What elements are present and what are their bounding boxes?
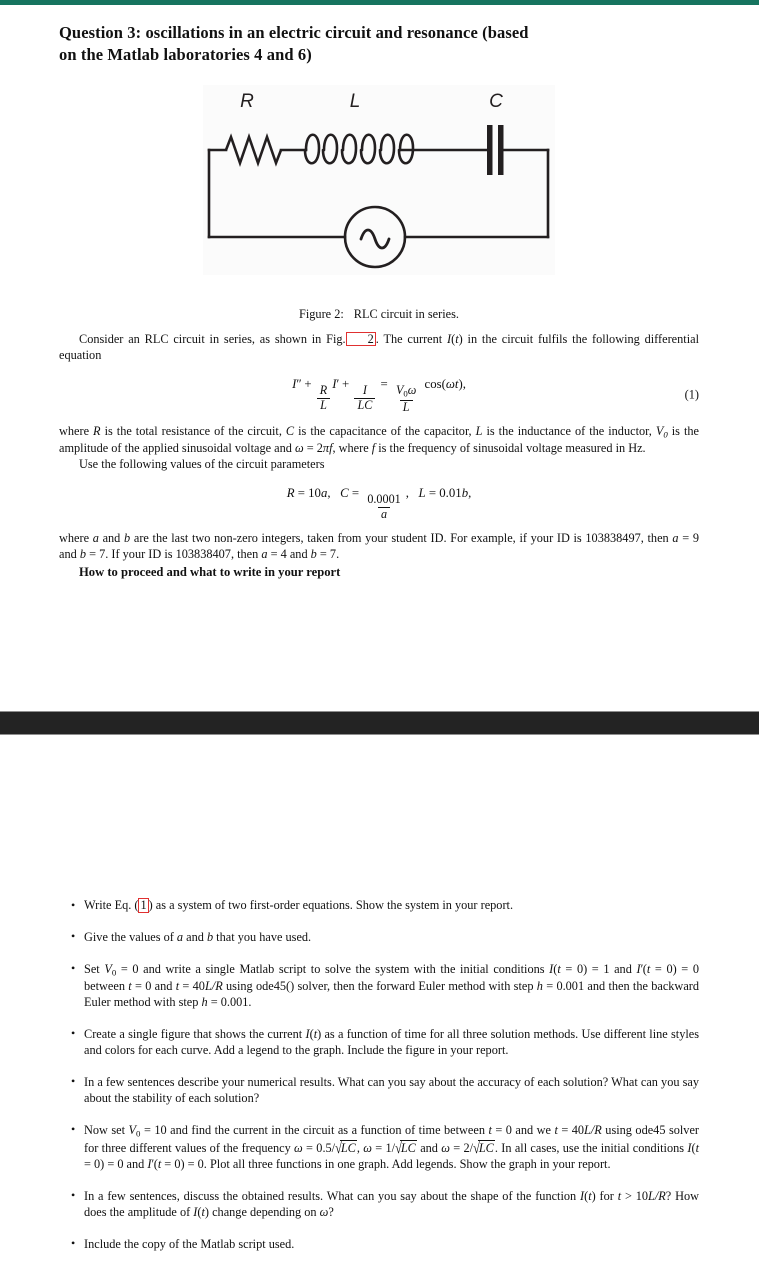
task-include-matlab-script: Include the copy of the Matlab script used. (84, 1236, 295, 1251)
omega-definition: ω (294, 440, 304, 455)
bullet-icon: • (71, 1188, 76, 1203)
intro-text-part3: in the circuit fulfils the following differential equation (59, 331, 699, 362)
page-content (0, 22, 759, 581)
value-a-2: 4 (280, 547, 287, 562)
page-title-line-1: Question 3: oscillations in an electric circuit and resonance (based (59, 23, 529, 42)
bullet-icon: • (71, 1236, 76, 1251)
bullet-icon: • (71, 961, 76, 976)
equation-1-body: I″ + $\frac{R}{L}$ I′ + $\frac{I}{LC}$ = $\frac{V_0\omega}{L}$ cos(ωt), (292, 376, 466, 414)
document-page-2 (0, 735, 759, 1253)
intro-text-part2: . The current (375, 331, 447, 346)
bullet-icon: • (71, 929, 76, 944)
figure-container (59, 85, 699, 275)
task-0-post: ) as a system of two first-order equations. Show the system in your report. (148, 898, 514, 912)
student-id-example-2: 103838407 (175, 547, 231, 562)
task-write-eq-system (84, 898, 513, 912)
where-part5: is the amplitude of the applied sinusoidal voltage and (59, 423, 700, 455)
use-values-paragraph: Use the following values of the circuit parameters (79, 456, 325, 471)
student-id-example-1: 103838497 (585, 531, 641, 546)
document-page-1 (0, 5, 759, 581)
figure-reference-link[interactable]: 2 (346, 332, 376, 347)
where-part4: is the inductance of the inductor, (482, 423, 656, 438)
equation-parameters-row (59, 486, 699, 521)
value-b-2: 7 (329, 547, 337, 562)
list-item (71, 897, 699, 914)
list-item (71, 961, 700, 1011)
label-resistor: R (240, 90, 254, 112)
task-list (0, 898, 759, 1253)
bullet-icon: • (71, 897, 76, 912)
list-item (71, 1026, 699, 1059)
page-title (59, 22, 699, 67)
value-a-1: 9 (692, 531, 699, 546)
intro-paragraph: Consider an RLC circuit in series, as shown in Fig. 2 . The current I(t) in the circuit fulfils the following differential equation (59, 331, 699, 362)
task-set-v0-ten-frequencies: Now set $V_0 = 10$ and find the current in the circuit as a function of time between t = 0 and we t = 40L/R using ode45 solver for three different values of the frequency ω = 0.5/√LC, ω = 1/√LC and ω = 2/√LC. In all cases, use the initial conditions I(t = 0) = 0 and I′(t = 0) = 0. Plot all three functions in one graph. Add legends. Show the graph in your report. (84, 1122, 700, 1171)
list-item (71, 1122, 700, 1173)
list-item (71, 1236, 699, 1253)
how-to-proceed-heading-wrap (59, 564, 699, 581)
bullet-icon: • (71, 1026, 76, 1041)
task-discuss-obtained-results: In a few sentences, discuss the obtained results. What can you say about the shape of the function I(t) for t > 10L/R? How does the amplitude of I(t) change depending on ω? (84, 1188, 699, 1219)
inline-math-current: I (447, 331, 452, 346)
list-item (71, 1074, 699, 1107)
task-give-values-ab: Give the values of a and b that you have used. (84, 929, 312, 944)
where-part6: , where (332, 440, 372, 455)
value-b-1: 7 (99, 547, 106, 562)
where-part3: is the capacitance of the capacitor, (294, 423, 476, 438)
task-set-v0-zero-script: Set $V_0 = 0$ and write a single Matlab script to solve the system with the initial conditions I(t = 0) = 1 and I′(t = 0) = 0 between t = 0 and t = 40L/R using ode45() solver, then the forward Euler method with step h = 0.001 and then the backward Euler method with step h = 0.001. (84, 961, 700, 1009)
symbol-C: C (285, 423, 295, 438)
where-part2: is the total resistance of the circuit, (100, 423, 286, 438)
how-to-proceed-heading: How to proceed and what to write in your report (79, 565, 341, 580)
label-capacitor: C (489, 90, 503, 112)
list-item (71, 929, 699, 946)
page-title-line-2: on the Matlab laboratories 4 and 6) (59, 45, 312, 65)
list-item (71, 1188, 699, 1221)
where-part7: is the frequency of sinusoidal voltage measured in Hz. (375, 440, 646, 455)
equation-parameters-body: R = 10a, C = $\frac{0.0001}{a}$ , L = 0.01b, (286, 485, 472, 522)
equation-1-number: (1) (684, 387, 699, 402)
task-describe-numerical-results: In a few sentences describe your numerical results. What can you say about the accuracy of each solution? What can you say about the stability of each solution? (84, 1074, 699, 1105)
where-part1: where (59, 423, 94, 438)
student-id-paragraph: where a and b are the last two non-zero integers, taken from your student ID. For example, if your ID is 103838497, then a = 9 and b = 7. If your ID is 103838407, then a = 4 and b = 7. (59, 531, 699, 562)
intro-text-part1: Consider an RLC circuit in series, as shown in Fig. (79, 331, 346, 346)
symbol-V0: $V_0$ (655, 423, 668, 440)
rlc-circuit-diagram (203, 85, 555, 275)
equation-1-row (59, 377, 699, 414)
figure-caption-label: Figure 2: (299, 306, 344, 321)
task-0-pre: Write Eq. ( (84, 898, 139, 912)
figure-caption (59, 307, 699, 322)
where-paragraph: where R is the total resistance of the circuit, C is the capacitance of the capacitor, L is the inductance of the inductor, $V_0$ is the amplitude of the applied sinusoidal voltage and ω = 2πf, where f is the frequency of sinusoidal voltage measured in Hz. (59, 423, 700, 455)
figure-caption-text: RLC circuit in series. (353, 306, 459, 321)
symbol-R: R (93, 423, 101, 438)
symbol-f: f (371, 440, 376, 455)
bullet-icon: • (71, 1074, 76, 1089)
bullet-icon: • (71, 1122, 76, 1137)
equation-reference-link[interactable]: 1 (140, 898, 147, 912)
symbol-L: L (475, 423, 483, 438)
page-separator-band (0, 711, 759, 735)
task-create-single-figure: Create a single figure that shows the current I(t) as a function of time for all three solution methods. Use different line styles and colors for each curve. Add a legend to the graph. Include the figure in your report. (84, 1026, 699, 1057)
label-inductor: L (349, 90, 361, 112)
rlc-circuit-svg (203, 85, 555, 275)
